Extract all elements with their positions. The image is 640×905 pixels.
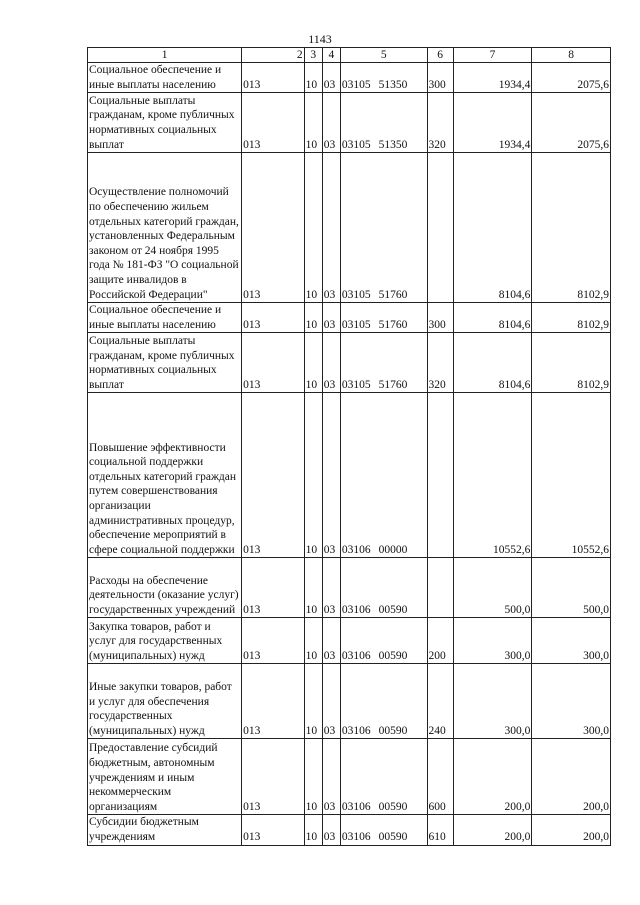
cell-target-item <box>340 664 427 739</box>
cell-admin-code: 013 <box>242 93 304 153</box>
target-item-direction: 51760 <box>378 378 408 391</box>
cell-subsection: 03 <box>322 333 340 393</box>
cell-subsection: 03 <box>322 815 340 845</box>
cell-amount-year-1: 1934,4 <box>453 93 532 153</box>
table-body <box>88 63 611 846</box>
cell-admin-code: 013 <box>242 664 304 739</box>
cell-target-item <box>340 393 427 558</box>
target-item-program: 03106 <box>341 724 371 737</box>
table-row <box>88 393 611 558</box>
target-item-direction: 00590 <box>378 649 408 662</box>
cell-name: Социальное обеспечение и иные выплаты населению <box>88 63 242 93</box>
cell-target-item <box>340 333 427 393</box>
cell-section: 10 <box>304 303 322 333</box>
target-item-direction: 00590 <box>378 603 408 616</box>
cell-admin-code: 013 <box>242 739 304 815</box>
target-item-direction: 51760 <box>378 318 408 331</box>
target-item-direction: 00000 <box>378 543 408 556</box>
cell-expense-type <box>427 558 453 618</box>
table-row <box>88 93 611 153</box>
cell-name: Осуществление полномочий по обеспечению жильем отдельных категорий граждан, установленных Федеральным законом от 24 ноября 1995 года № 181-ФЗ "О социальной защите инвалидов в Российской Федерации" <box>88 153 242 303</box>
cell-subsection: 03 <box>322 303 340 333</box>
page-number: 1143 <box>308 32 332 46</box>
cell-amount-year-1: 10552,6 <box>453 393 532 558</box>
cell-subsection: 03 <box>322 618 340 664</box>
cell-admin-code: 013 <box>242 558 304 618</box>
table-row <box>88 153 611 303</box>
cell-target-item <box>340 739 427 815</box>
target-item-program: 03106 <box>341 830 371 843</box>
target-item-program: 03106 <box>341 649 371 662</box>
cell-subsection: 03 <box>322 153 340 303</box>
cell-amount-year-2: 8102,9 <box>532 153 611 303</box>
cell-amount-year-2: 200,0 <box>532 739 611 815</box>
cell-target-item <box>340 93 427 153</box>
cell-target-item <box>340 618 427 664</box>
cell-name: Иные закупки товаров, работ и услуг для обеспечения государственных (муниципальных) нужд <box>88 664 242 739</box>
target-item-direction: 51760 <box>378 288 408 301</box>
cell-subsection: 03 <box>322 393 340 558</box>
target-item-program: 03105 <box>341 318 371 331</box>
target-item-direction: 51350 <box>378 78 408 91</box>
budget-table <box>87 47 611 846</box>
cell-section: 10 <box>304 664 322 739</box>
cell-amount-year-1: 300,0 <box>453 664 532 739</box>
target-item-program: 03106 <box>341 603 371 616</box>
cell-target-item <box>340 558 427 618</box>
table-row <box>88 558 611 618</box>
target-item-program: 03105 <box>341 378 371 391</box>
cell-amount-year-2: 8102,9 <box>532 303 611 333</box>
cell-amount-year-1: 200,0 <box>453 815 532 845</box>
cell-expense-type <box>427 393 453 558</box>
header-col-7: 7 <box>453 48 532 63</box>
cell-target-item <box>340 153 427 303</box>
target-item-direction: 00590 <box>378 830 408 843</box>
header-col-3: 3 <box>304 48 322 63</box>
cell-name: Субсидии бюджетным учреждениям <box>88 815 242 845</box>
cell-name: Повышение эффективности социальной поддержки отдельных категорий граждан путем совершенствования организации административных процедур, обеспечение мероприятий в сфере социальной поддержки <box>88 393 242 558</box>
cell-amount-year-1: 8104,6 <box>453 153 532 303</box>
header-col-8: 8 <box>532 48 611 63</box>
table-row <box>88 63 611 93</box>
cell-amount-year-1: 1934,4 <box>453 63 532 93</box>
cell-amount-year-2: 500,0 <box>532 558 611 618</box>
cell-name: Закупка товаров, работ и услуг для государственных (муниципальных) нужд <box>88 618 242 664</box>
cell-subsection: 03 <box>322 63 340 93</box>
table-row <box>88 333 611 393</box>
cell-amount-year-1: 500,0 <box>453 558 532 618</box>
cell-amount-year-2: 10552,6 <box>532 393 611 558</box>
cell-admin-code: 013 <box>242 63 304 93</box>
cell-expense-type: 300 <box>427 303 453 333</box>
target-item-program: 03105 <box>341 288 371 301</box>
cell-section: 10 <box>304 93 322 153</box>
cell-subsection: 03 <box>322 558 340 618</box>
cell-section: 10 <box>304 333 322 393</box>
cell-name: Социальное обеспечение и иные выплаты населению <box>88 303 242 333</box>
cell-section: 10 <box>304 393 322 558</box>
header-row <box>88 48 611 63</box>
cell-expense-type: 320 <box>427 333 453 393</box>
header-col-6: 6 <box>427 48 453 63</box>
cell-name: Социальные выплаты гражданам, кроме публичных нормативных социальных выплат <box>88 93 242 153</box>
cell-expense-type: 320 <box>427 93 453 153</box>
cell-section: 10 <box>304 153 322 303</box>
header-col-4: 4 <box>322 48 340 63</box>
cell-amount-year-1: 300,0 <box>453 618 532 664</box>
cell-expense-type: 200 <box>427 618 453 664</box>
cell-name: Предоставление субсидий бюджетным, автономным учреждениям и иным некоммерческим организациям <box>88 739 242 815</box>
cell-amount-year-2: 2075,6 <box>532 63 611 93</box>
cell-expense-type: 600 <box>427 739 453 815</box>
cell-amount-year-1: 8104,6 <box>453 303 532 333</box>
cell-amount-year-2: 300,0 <box>532 618 611 664</box>
target-item-direction: 51350 <box>378 138 408 151</box>
table-row <box>88 618 611 664</box>
cell-expense-type: 610 <box>427 815 453 845</box>
cell-section: 10 <box>304 739 322 815</box>
cell-section: 10 <box>304 618 322 664</box>
cell-admin-code: 013 <box>242 153 304 303</box>
cell-admin-code: 013 <box>242 333 304 393</box>
target-item-direction: 00590 <box>378 724 408 737</box>
cell-admin-code: 013 <box>242 815 304 845</box>
target-item-program: 03105 <box>341 78 371 91</box>
target-item-program: 03106 <box>341 800 371 813</box>
cell-amount-year-2: 2075,6 <box>532 93 611 153</box>
cell-section: 10 <box>304 63 322 93</box>
cell-subsection: 03 <box>322 664 340 739</box>
cell-name: Расходы на обеспечение деятельности (оказание услуг) государственных учреждений <box>88 558 242 618</box>
cell-subsection: 03 <box>322 93 340 153</box>
table-row <box>88 664 611 739</box>
target-item-direction: 00590 <box>378 800 408 813</box>
header-col-5: 5 <box>340 48 427 63</box>
cell-target-item <box>340 63 427 93</box>
cell-expense-type: 300 <box>427 63 453 93</box>
cell-admin-code: 013 <box>242 303 304 333</box>
cell-section: 10 <box>304 558 322 618</box>
table-row <box>88 815 611 845</box>
cell-expense-type: 240 <box>427 664 453 739</box>
cell-subsection: 03 <box>322 739 340 815</box>
cell-amount-year-2: 200,0 <box>532 815 611 845</box>
target-item-program: 03105 <box>341 138 371 151</box>
header-col-1: 1 <box>88 48 242 63</box>
cell-target-item <box>340 815 427 845</box>
target-item-program: 03106 <box>341 543 371 556</box>
table-row <box>88 739 611 815</box>
cell-admin-code: 013 <box>242 393 304 558</box>
cell-section: 10 <box>304 815 322 845</box>
cell-amount-year-2: 300,0 <box>532 664 611 739</box>
cell-amount-year-1: 200,0 <box>453 739 532 815</box>
cell-admin-code: 013 <box>242 618 304 664</box>
table-row <box>88 303 611 333</box>
cell-name: Социальные выплаты гражданам, кроме публичных нормативных социальных выплат <box>88 333 242 393</box>
cell-target-item <box>340 303 427 333</box>
header-col-2: 2 <box>242 48 304 63</box>
cell-amount-year-2: 8102,9 <box>532 333 611 393</box>
cell-amount-year-1: 8104,6 <box>453 333 532 393</box>
cell-expense-type <box>427 153 453 303</box>
